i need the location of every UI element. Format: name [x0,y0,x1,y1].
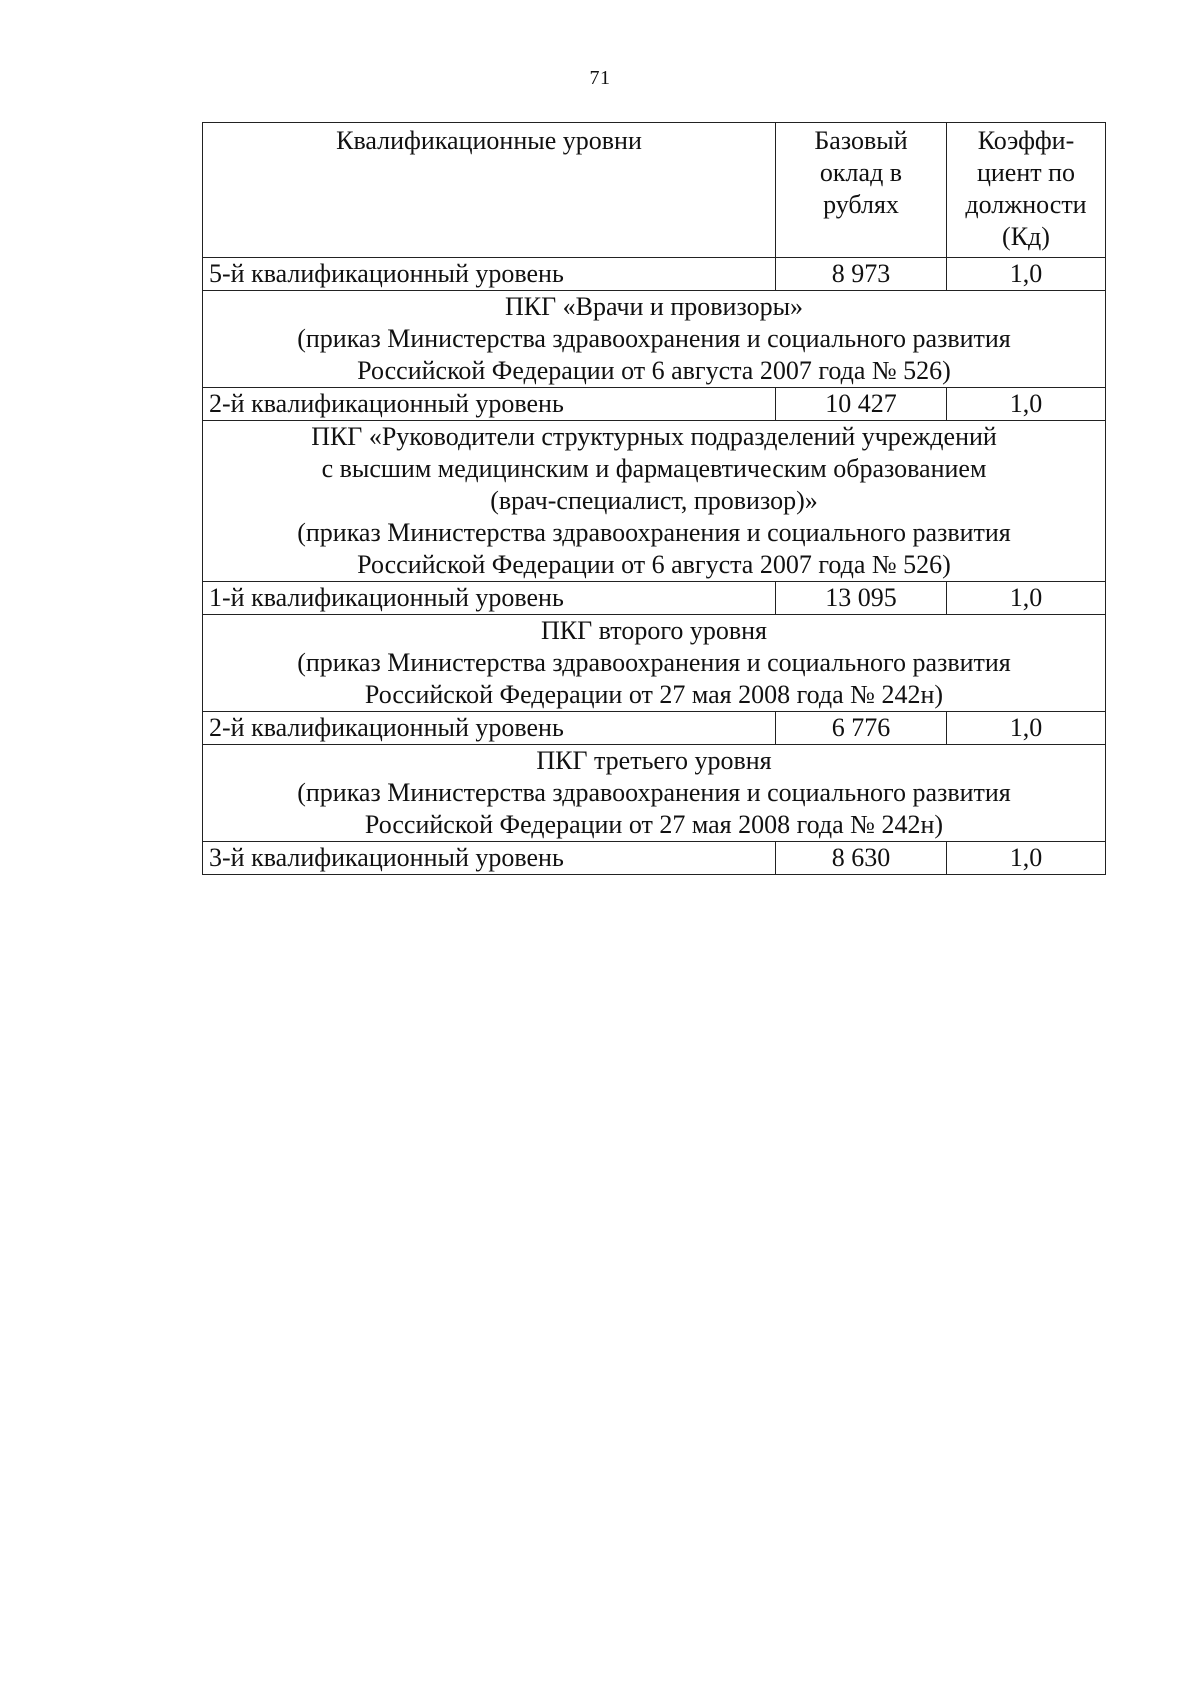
coefficient-cell: 1,0 [947,582,1106,615]
group-heading-row [203,291,1106,388]
salary-table [202,122,1106,875]
group-heading-line: Российской Федерации от 27 мая 2008 года № 242н) [364,680,944,709]
coefficient-cell: 1,0 [947,388,1106,421]
level-name-cell: 2-й квалификационный уровень [203,388,776,421]
table-header-row [203,123,1106,258]
group-heading-line: (приказ Министерства здравоохранения и социального развития [297,648,1011,677]
group-heading-cell [203,421,1106,582]
level-name-cell: 3-й квалификационный уровень [203,842,776,875]
base-salary-cell: 10 427 [776,388,947,421]
coefficient-cell: 1,0 [947,258,1106,291]
header-line: (Кд) [1002,222,1050,251]
base-salary-cell: 8 973 [776,258,947,291]
group-heading-cell [203,745,1106,842]
level-name-cell: 5-й квалификационный уровень [203,258,776,291]
group-heading-line: (врач-специалист, провизор)» [490,486,818,515]
header-line: Квалификационные уровни [336,126,642,155]
coefficient-cell: 1,0 [947,712,1106,745]
table-row [203,582,1106,615]
header-line: циент по [976,158,1076,187]
header-line: Базовый [814,126,908,155]
header-base-salary [776,123,947,258]
table-row [203,842,1106,875]
base-salary-cell: 13 095 [776,582,947,615]
table-row [203,388,1106,421]
header-line: рублях [823,190,899,219]
level-name-cell: 1-й квалификационный уровень [203,582,776,615]
group-heading-line: ПКГ «Руководители структурных подразделений учреждений [311,422,997,451]
group-heading-row [203,615,1106,712]
group-heading-line: Российской Федерации от 27 мая 2008 года № 242н) [364,810,944,839]
table-row [203,258,1106,291]
group-heading-row [203,745,1106,842]
header-line: оклад в [819,158,903,187]
group-heading-line: (приказ Министерства здравоохранения и социального развития [297,324,1011,353]
group-heading-line: Российской Федерации от 6 августа 2007 года № 526) [357,550,951,579]
level-name-cell: 2-й квалификационный уровень [203,712,776,745]
header-coefficient [947,123,1106,258]
group-heading-line: ПКГ второго уровня [541,616,767,645]
base-salary-cell: 8 630 [776,842,947,875]
group-heading-line: (приказ Министерства здравоохранения и социального развития [297,518,1011,547]
coefficient-cell: 1,0 [947,842,1106,875]
group-heading-line: с высшим медицинским и фармацевтическим образованием [321,454,987,483]
group-heading-line: Российской Федерации от 6 августа 2007 года № 526) [357,356,951,385]
header-line: должности [965,190,1087,219]
group-heading-line: ПКГ третьего уровня [536,746,772,775]
header-qualification-levels [203,123,776,258]
group-heading-line: ПКГ «Врачи и провизоры» [504,292,804,321]
base-salary-cell: 6 776 [776,712,947,745]
table-row [203,712,1106,745]
group-heading-cell [203,291,1106,388]
group-heading-row [203,421,1106,582]
header-line: Коэффи- [977,126,1075,155]
group-heading-line: (приказ Министерства здравоохранения и социального развития [297,778,1011,807]
group-heading-cell [203,615,1106,712]
table-body [203,123,1106,875]
page-number: 71 [589,67,611,89]
